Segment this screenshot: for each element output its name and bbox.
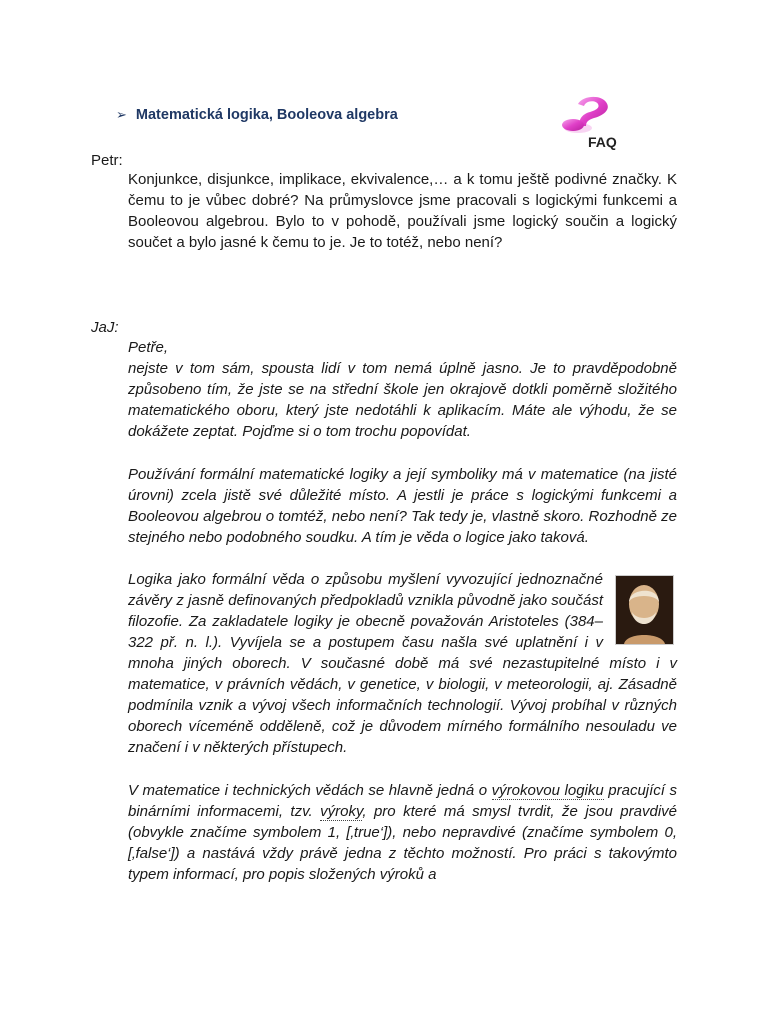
p4-text-a: V matematice i technických vědách se hlavně jedná o	[128, 781, 492, 799]
question-text: Konjunkce, disjunkce, implikace, ekvivalence,… a k tomu ještě podivné značky. K čemu to je vůbec dobré? Na průmyslovce jsme pracovali s logickými funkcemi a Booleovou algebrou. Bylo to v pohodě, používali jsme logický součin a logický součet a bylo jasné k čemu to je. Je to totéž, nebo není?	[128, 171, 677, 251]
arrow-bullet-icon: ➢	[116, 107, 127, 122]
faq-logo	[556, 94, 626, 156]
speaker-jaj: JaJ:	[91, 319, 119, 336]
answer-paragraph-4	[128, 780, 677, 885]
section-title: Matematická logika, Booleova algebra	[135, 107, 398, 123]
section-heading	[116, 107, 398, 123]
answer-greeting: Petře,	[128, 339, 169, 356]
aristotle-portrait	[615, 575, 674, 645]
answer-paragraph-1: nejste v tom sám, spousta lidí v tom nemá úplně jasno. Je to pravděpodobně způsobeno tím, že jste se na střední škole jen okrajově dotkli poměrně složitého matematického oboru, který jste nedotáhli k aplikacím. Máte ale výhodu, že se dokážete zeptat. Pojďme si o tom trochu popovídat.	[128, 360, 677, 440]
answer-paragraph-3	[128, 569, 677, 758]
speaker-petr: Petr:	[91, 152, 123, 169]
answer-body	[128, 337, 677, 885]
answer-paragraph-3-text: Logika jako formální věda o způsobu myšlení vyvozující jednoznačné závěry z jasně definovaných předpokladů vznikla původně jako součást filozofie. Za zakladatele logiky je obecně považován Aristoteles (384–322 př. n. l.). Vyvíjela se a postupem času našla své uplatnění i v mnoha jiných oborech. V současné době má své nezastupitelné místo i v matematice, v právních vědách, v genetice, v biologii, v meteorologii, aj. Zásadně podmínila vznik a vývoj všech informačních technologií. Vývoj probíhal v různých oborech víceméně odděleně, což je důvodem mírného formálního nesouladu ve značení i v některých přístupech.	[128, 571, 677, 756]
p4-text-c: , pro které má smysl tvrdit, že jsou pravdivé (obvykle značíme symbolem 1, [‚true‘]), nebo nepravdivé (značíme symbolem 0, [‚false‘]) a nastává vždy právě jedna z těchto možností. Pro práci s takovýmto typem informací, pro popis složených výroků a	[128, 802, 677, 883]
term-vyrokova-logika: výrokovou logiku	[491, 781, 604, 799]
faq-label: FAQ	[588, 134, 617, 150]
p4-text-b: pracující s binárními informacemi, tzv.	[128, 781, 677, 820]
answer-paragraph-2: Používání formální matematické logiky a její symboliky má v matematice (na jisté úrovni) zcela jistě své důležité místo. A jestli je práce s logickými funkcemi a Booleovou algebrou o tomtéž, nebo není? Tak tedy je, vlastně skoro. Rozhodně ze stejného nebo podobného soudku. A tím je věda o logice jako taková.	[128, 465, 677, 546]
term-vyroky: výroky	[320, 802, 363, 820]
